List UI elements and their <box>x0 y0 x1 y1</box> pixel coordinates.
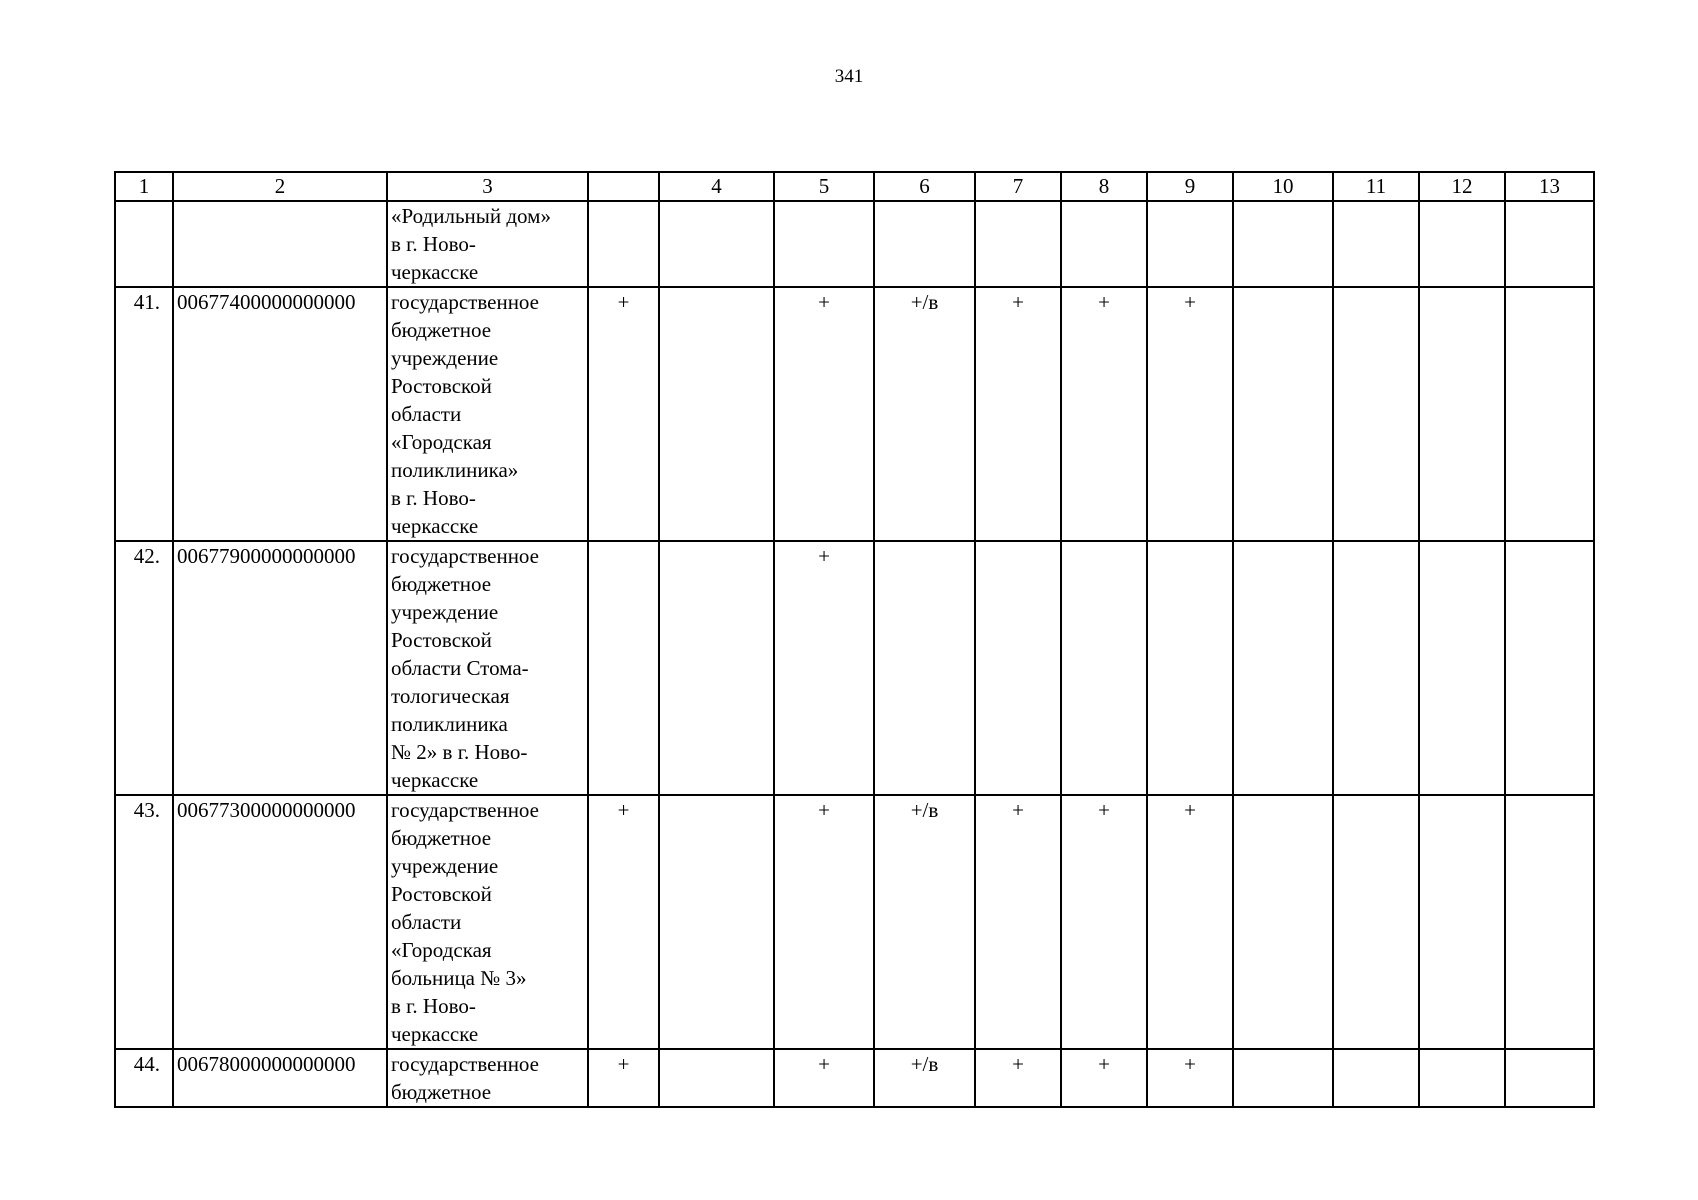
row-mark: +/в <box>874 795 975 1049</box>
row-mark <box>1419 541 1505 795</box>
header-row <box>115 172 1594 201</box>
row-mark <box>659 541 774 795</box>
row-mark <box>1233 201 1333 287</box>
row-mark <box>874 201 975 287</box>
row-mark <box>1061 201 1147 287</box>
row-mark: + <box>1061 1049 1147 1107</box>
row-number <box>115 201 173 287</box>
table-row <box>115 1049 1594 1107</box>
row-mark: + <box>774 795 874 1049</box>
col-header: 10 <box>1233 172 1333 201</box>
table-row <box>115 541 1594 795</box>
col-header: 1 <box>115 172 173 201</box>
row-mark <box>659 287 774 541</box>
table-row <box>115 795 1594 1049</box>
row-mark <box>1233 1049 1333 1107</box>
row-mark <box>1505 541 1594 795</box>
row-mark <box>1419 795 1505 1049</box>
row-name: государственное бюджетное учреждение Ростовской области Стома- тологическая поликлиника № 2» в г. Ново- черкасске <box>387 541 588 795</box>
row-mark <box>1333 201 1419 287</box>
row-mark <box>1147 541 1233 795</box>
row-code <box>173 201 387 287</box>
col-header: 13 <box>1505 172 1594 201</box>
row-code: 00678000000000000 <box>173 1049 387 1107</box>
col-header: 8 <box>1061 172 1147 201</box>
row-mark: + <box>588 795 659 1049</box>
row-mark <box>975 201 1061 287</box>
row-mark: + <box>1147 1049 1233 1107</box>
col-header <box>588 172 659 201</box>
col-header: 5 <box>774 172 874 201</box>
row-mark <box>659 795 774 1049</box>
row-mark <box>659 201 774 287</box>
row-mark <box>659 1049 774 1107</box>
row-mark: + <box>774 1049 874 1107</box>
row-mark <box>1419 1049 1505 1107</box>
row-mark <box>1061 541 1147 795</box>
row-mark: + <box>1061 287 1147 541</box>
row-code: 00677400000000000 <box>173 287 387 541</box>
row-mark: + <box>975 287 1061 541</box>
row-name: «Родильный дом» в г. Ново- черкасске <box>387 201 588 287</box>
row-number: 41. <box>115 287 173 541</box>
row-mark <box>774 201 874 287</box>
table-row <box>115 201 1594 287</box>
row-mark <box>1233 541 1333 795</box>
row-number: 43. <box>115 795 173 1049</box>
col-header: 7 <box>975 172 1061 201</box>
col-header: 9 <box>1147 172 1233 201</box>
row-mark <box>1419 201 1505 287</box>
row-mark: + <box>975 795 1061 1049</box>
registry-table <box>114 171 1595 1108</box>
row-mark <box>975 541 1061 795</box>
col-header: 11 <box>1333 172 1419 201</box>
row-mark <box>1333 795 1419 1049</box>
row-mark <box>588 541 659 795</box>
row-mark <box>1419 287 1505 541</box>
row-mark <box>1333 541 1419 795</box>
page-number: 341 <box>834 66 864 87</box>
row-name: государственное бюджетное учреждение Ростовской области «Городская больница № 3» в г. Ново- черкасске <box>387 795 588 1049</box>
row-mark: + <box>1061 795 1147 1049</box>
row-mark <box>588 201 659 287</box>
col-header: 2 <box>173 172 387 201</box>
row-number: 42. <box>115 541 173 795</box>
row-mark: + <box>588 287 659 541</box>
col-header: 6 <box>874 172 975 201</box>
row-mark <box>1505 795 1594 1049</box>
col-header: 12 <box>1419 172 1505 201</box>
row-mark <box>1333 287 1419 541</box>
row-mark: + <box>1147 287 1233 541</box>
row-code: 00677300000000000 <box>173 795 387 1049</box>
row-mark <box>1505 287 1594 541</box>
row-mark: + <box>774 541 874 795</box>
row-name: государственное бюджетное учреждение Ростовской области «Городская поликлиника» в г. Ново- черкасске <box>387 287 588 541</box>
col-header: 3 <box>387 172 588 201</box>
col-header: 4 <box>659 172 774 201</box>
row-mark: +/в <box>874 287 975 541</box>
row-mark <box>1233 795 1333 1049</box>
row-number: 44. <box>115 1049 173 1107</box>
row-mark <box>1505 1049 1594 1107</box>
row-mark <box>874 541 975 795</box>
table-row <box>115 287 1594 541</box>
row-mark: +/в <box>874 1049 975 1107</box>
row-mark <box>1333 1049 1419 1107</box>
row-mark <box>1505 201 1594 287</box>
row-mark: + <box>1147 795 1233 1049</box>
row-mark <box>1147 201 1233 287</box>
row-code: 00677900000000000 <box>173 541 387 795</box>
row-name: государственное бюджетное <box>387 1049 588 1107</box>
row-mark: + <box>588 1049 659 1107</box>
row-mark: + <box>774 287 874 541</box>
row-mark: + <box>975 1049 1061 1107</box>
row-mark <box>1233 287 1333 541</box>
